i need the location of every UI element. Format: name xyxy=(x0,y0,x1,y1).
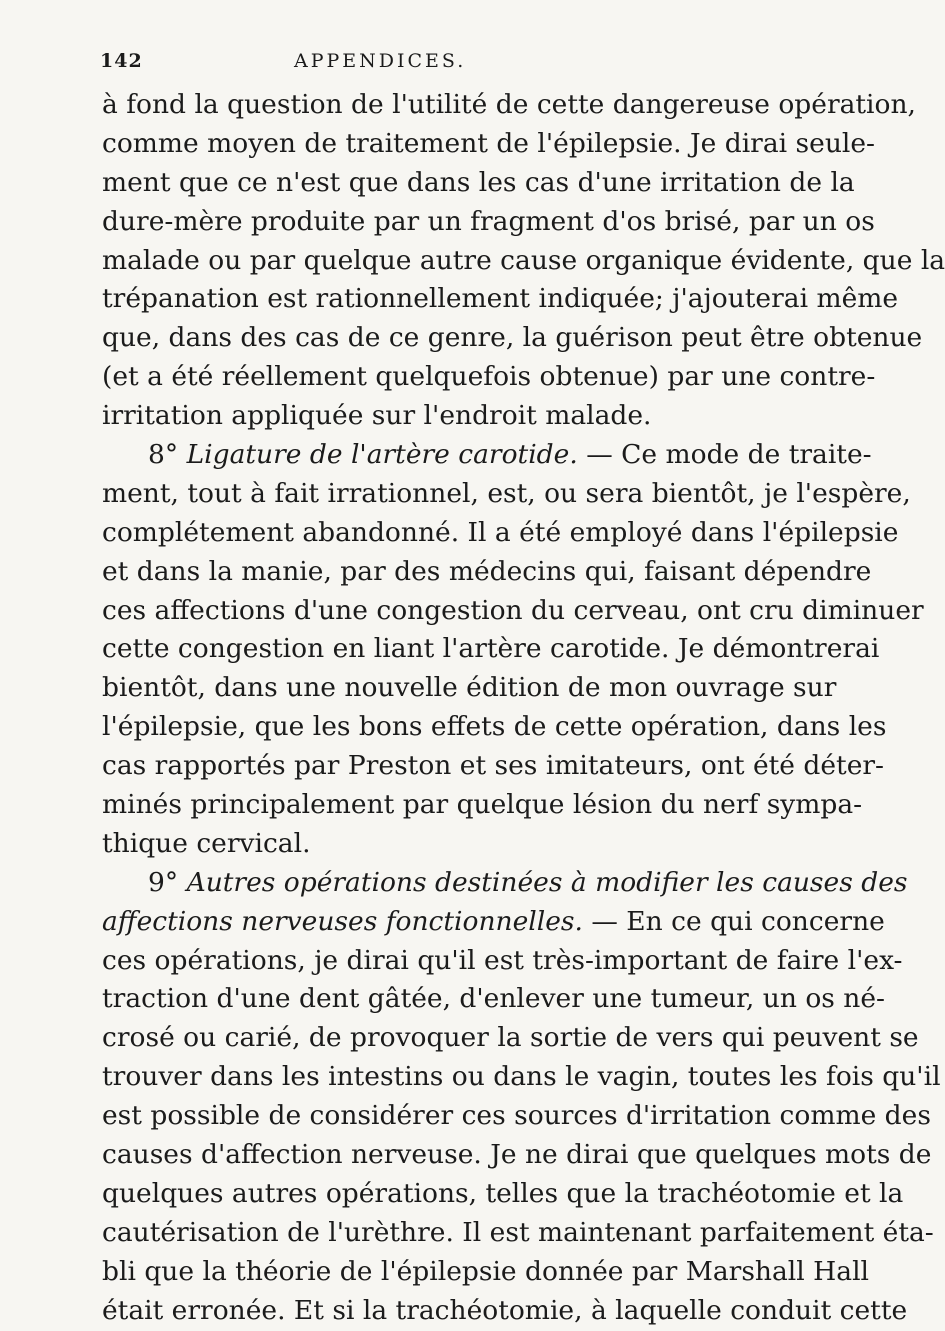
line-text: trouver dans les intestins ou dans le vagin, toutes les fois qu'il xyxy=(102,1061,941,1093)
line-text: et dans la manie, par des médecins qui, faisant dépendre xyxy=(102,555,872,587)
text-line xyxy=(102,1097,931,1136)
text-line xyxy=(102,1019,919,1058)
text-line xyxy=(102,280,899,319)
line-text: ment, tout à fait irrationnel, est, ou sera bientôt, je l'espère, xyxy=(102,477,911,509)
line-text: cautérisation de l'urèthre. Il est maintenant parfaitement éta- xyxy=(102,1216,934,1248)
line-text: irritation appliquée sur l'endroit malade. xyxy=(102,400,652,432)
text-line xyxy=(102,630,880,669)
text-line xyxy=(102,164,855,203)
line-text: bli que la théorie de l'épilepsie donnée par Marshall Hall xyxy=(102,1255,870,1287)
item-number: 8° xyxy=(148,439,179,471)
running-head-title: APPENDICES. xyxy=(294,50,467,72)
line-text: minés principalement par quelque lésion du nerf sympa- xyxy=(102,789,863,821)
text-line xyxy=(102,1214,934,1253)
text-line xyxy=(102,747,884,786)
line-text: ces opérations, je dirai qu'il est très-important de faire l'ex- xyxy=(102,944,903,976)
line-text: ment que ce n'est que dans les cas d'une irritation de la xyxy=(102,166,855,198)
text-line xyxy=(102,942,903,981)
line-text: — Ce mode de traite- xyxy=(586,439,872,471)
text-line xyxy=(102,358,876,397)
text-line xyxy=(102,1058,941,1097)
line-text: à fond la question de l'utilité de cette dangereuse opération, xyxy=(102,89,916,120)
line-text: trépanation est rationnellement indiquée; j'ajouterai même xyxy=(102,283,899,315)
section-heading: affections nerveuses fonctionnelles. xyxy=(102,905,583,937)
text-line xyxy=(102,319,923,358)
text-line xyxy=(102,553,872,592)
text-line xyxy=(102,397,770,436)
line-text: est possible de considérer ces sources d'irritation comme des xyxy=(102,1100,931,1132)
text-line xyxy=(102,514,899,553)
line-text: ces affections d'une congestion du cerveau, ont cru diminuer xyxy=(102,594,924,626)
line-text: que, dans des cas de ce genre, la guérison peut être obtenue xyxy=(102,322,923,354)
page-number: 142 xyxy=(100,50,143,72)
text-line xyxy=(102,86,916,125)
item-number: 9° xyxy=(148,866,179,898)
line-text: l'épilepsie, que les bons effets de cette opération, dans les xyxy=(102,711,887,743)
text-line xyxy=(102,1253,870,1292)
text-line xyxy=(102,1175,904,1214)
line-text: — En ce qui concerne xyxy=(591,905,885,937)
text-line xyxy=(102,1292,908,1331)
text-line xyxy=(102,242,945,281)
text-line xyxy=(102,125,876,164)
line-text: quelques autres opérations, telles que la trachéotomie et la xyxy=(102,1177,904,1209)
text-line xyxy=(102,592,924,631)
running-head xyxy=(100,50,700,78)
section-heading: Ligature de l'artère carotide. xyxy=(186,439,578,471)
line-text: malade ou par quelque autre cause organique évidente, que la xyxy=(102,244,945,276)
text-line xyxy=(102,980,886,1019)
text-line xyxy=(102,864,908,903)
line-text: bientôt, dans une nouvelle édition de mon ouvrage sur xyxy=(102,672,837,704)
line-text: était erronée. Et si la trachéotomie, à laquelle conduit cette xyxy=(102,1294,908,1326)
line-text: traction d'une dent gâtée, d'enlever une tumeur, un os né- xyxy=(102,983,886,1015)
text-line xyxy=(102,786,863,825)
line-text: cas rapportés par Preston et ses imitateurs, ont été déter- xyxy=(102,750,884,782)
line-text: dure-mère produite par un fragment d'os brisé, par un os xyxy=(102,205,875,237)
line-text: comme moyen de traitement de l'épilepsie. Je dirai seule- xyxy=(102,127,876,159)
body-text xyxy=(102,86,945,1331)
text-line xyxy=(102,708,887,747)
line-text: crosé ou carié, de provoquer la sortie de vers qui peuvent se xyxy=(102,1022,919,1054)
line-text: causes d'affection nerveuse. Je ne dirai que quelques mots de xyxy=(102,1139,932,1171)
text-line xyxy=(102,475,911,514)
text-line xyxy=(102,669,837,708)
text-line xyxy=(102,825,770,864)
text-line xyxy=(102,436,872,475)
text-line xyxy=(102,203,875,242)
text-line xyxy=(102,1136,932,1175)
line-text: cette congestion en liant l'artère carotide. Je démontrerai xyxy=(102,633,880,665)
line-text: thique cervical. xyxy=(102,827,311,859)
text-line xyxy=(102,903,885,942)
section-heading: Autres opérations destinées à modifier les causes des xyxy=(186,866,908,898)
line-text: (et a été réellement quelquefois obtenue) par une contre- xyxy=(102,361,876,393)
line-text: complétement abandonné. Il a été employé dans l'épilepsie xyxy=(102,516,899,548)
